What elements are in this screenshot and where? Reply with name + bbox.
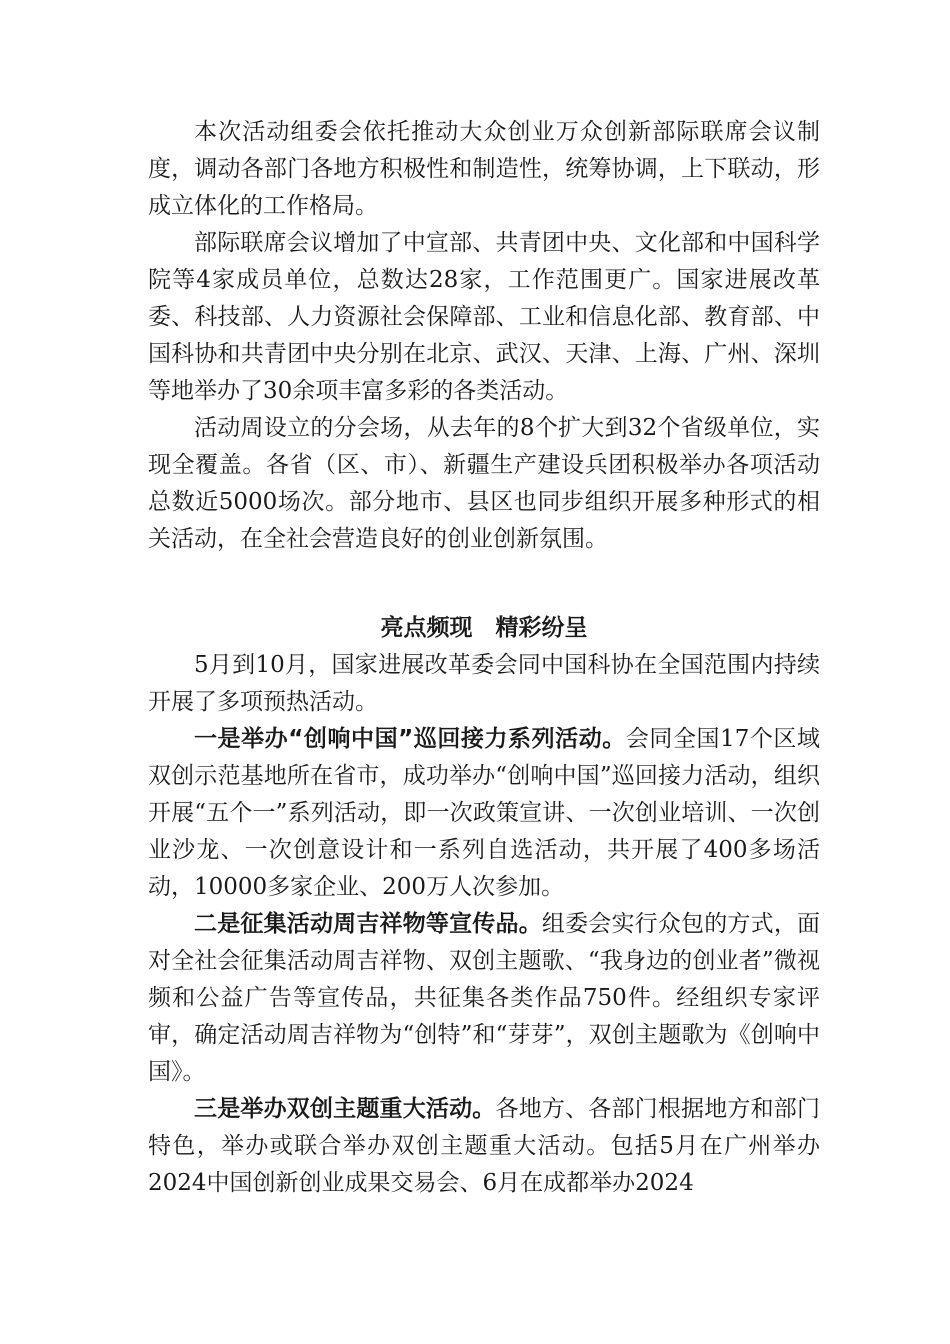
item-paragraph-1 [148, 721, 820, 906]
document-page [148, 114, 820, 1202]
item-text-2: 组委会实行众包的方式，面对全社会征集活动周吉祥物、双创主题歌、“我身边的创业者”微视频和公益广告等宣传品，共征集各类作品750件。经组织专家评审，确定活动周吉祥物为“创特”和“芽芽”，双创主题歌为《创响中国》。 [148, 911, 821, 1085]
paragraph-3: 活动周设立的分会场，从去年的8个扩大到32个省级单位，实现全覆盖。各省（区、市）、新疆生产建设兵团积极举办各项活动总数近5000场次。部分地市、县区也同步组织开展多种形式的相关活动，在全社会营造良好的创业创新氛围。 [148, 415, 820, 552]
item-text-3: 各地方、各部门根据地方和部门特色，举办或联合举办双创主题重大活动。包括5月在广州举办2024中国创新创业成果交易会、6月在成都举办2024 [148, 1096, 820, 1196]
item-paragraph-2 [148, 906, 820, 1091]
item-lead-2: 二是征集活动周吉祥物等宣传品。 [194, 911, 542, 937]
section-heading: 亮点频现 精彩纷呈 [380, 615, 588, 641]
item-text-1: 会同全国17个区域双创示范基地所在省市，成功举办“创响中国”巡回接力活动，组织开展“五个一”系列活动，即一次政策宣讲、一次创业培训、一次创业沙龙、一次创意设计和一系列自选活动，共开展了400多场活动，10000多家企业、200万人次参加。 [148, 726, 820, 900]
item-lead-1: 一是举办“创响中国”巡回接力系列活动。 [194, 726, 626, 752]
paragraph-1: 本次活动组委会依托推动大众创业万众创新部际联席会议制度，调动各部门各地方积极性和制造性，统筹协调，上下联动，形成立体化的工作格局。 [148, 119, 820, 219]
paragraph-2: 部际联席会议增加了中宣部、共青团中央、文化部和中国科学院等4家成员单位，总数达28家，工作范围更广。国家进展改革委、科技部、人力资源社会保障部、工业和信息化部、教育部、中国科协和共青团中央分别在北京、武汉、天津、上海、广州、深圳等地举办了30余项丰富多彩的各类活动。 [148, 230, 820, 404]
item-paragraph-3 [148, 1091, 820, 1202]
intro-paragraph: 5月到10月，国家进展改革委会同中国科协在全国范围内持续开展了多项预热活动。 [148, 652, 820, 715]
item-lead-3: 三是举办双创主题重大活动。 [194, 1096, 496, 1122]
